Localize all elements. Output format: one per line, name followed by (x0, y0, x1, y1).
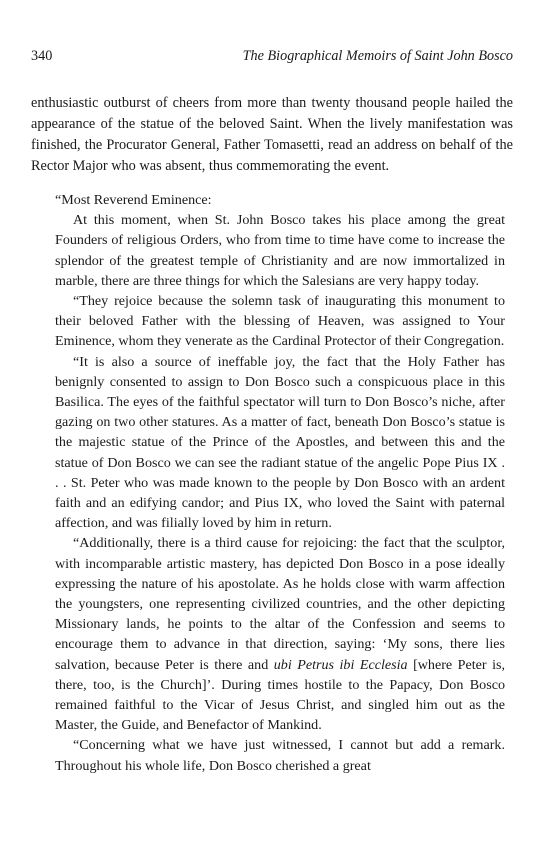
address-paragraph-4-part-2: [where Peter is, there, too, is the Church]’. During times hostile to the Papacy, Don Bosco remained faithful to the Vicar of Jesus Christ, and singled him out as the Master, the Guide, and Benefactor of Mankind. (55, 656, 506, 734)
address-paragraph-5: “Concerning what we have just witnessed, I cannot but add a remark. Throughout his whole life, Don Bosco cherished a great (55, 737, 505, 774)
address-paragraph-4-part-1: “Additionally, there is a third cause for rejoicing: the fact that the sculptor, with incomparable artistic mastery, has depicted Don Bosco in a pose ideally expressing the nature of his apostolate. As he holds close with warm affection the youngsters, one representing civilized countries, and the other depicting Missionary lands, he points to the altar of the Confession and seems to encourage them to advance in that direction, saying: ‘My sons, there lies salvation, because Peter is there and (55, 535, 505, 673)
address-paragraph-4 (55, 533, 505, 735)
running-head (31, 48, 513, 68)
running-title: The Biographical Memoirs of Saint John Bosco (242, 48, 513, 64)
address-quote (55, 190, 505, 776)
intro-paragraph: enthusiastic outburst of cheers from more than twenty thousand people hailed the appearance of the statue of the beloved Saint. When the lively manifestation was finished, the Procurator General, Father Tomasetti, read an address on behalf of the Rector Major who was absent, thus commemorating the event. (31, 95, 513, 174)
address-paragraph-3: “It is also a source of ineffable joy, the fact that the Holy Father has benignly consented to assign to Don Bosco such a conspicuous place in this Basilica. The eyes of the faithful spectator will turn to Don Bosco’s niche, after gazing on two other statures. As a matter of fact, beneath Don Bosco’s statue is the majestic statue of the Prince of the Apostles, and between this and the statue of Don Bosco we can see the radiant statue of the angelic Pope Pius IX . . . St. Peter who was made known to the people by Don Bosco with an ardent faith and an edifying candor; and Pius IX, who loved the Saint with paternal affection, and was filially loved by him in return. (55, 353, 505, 532)
address-salutation: “Most Reverend Eminence: (55, 192, 212, 208)
address-paragraph-2: “They rejoice because the solemn task of inaugurating this monument to their beloved Father with the blessing of Heaven, was assigned to Your Eminence, whom they venerate as the Cardinal Protector of their Congregation. (55, 293, 505, 350)
page-number: 340 (31, 48, 53, 64)
address-paragraph-1: At this moment, when St. John Bosco takes his place among the great Founders of religious Orders, who from time to time have come to increase the splendor of the greatest temple of Christianity and are now immortalized in marble, there are three things for which the Salesians are very happy today. (55, 212, 505, 289)
body-text (31, 93, 513, 776)
latin-phrase: ubi Petrus ibi Ecclesia (273, 656, 408, 673)
